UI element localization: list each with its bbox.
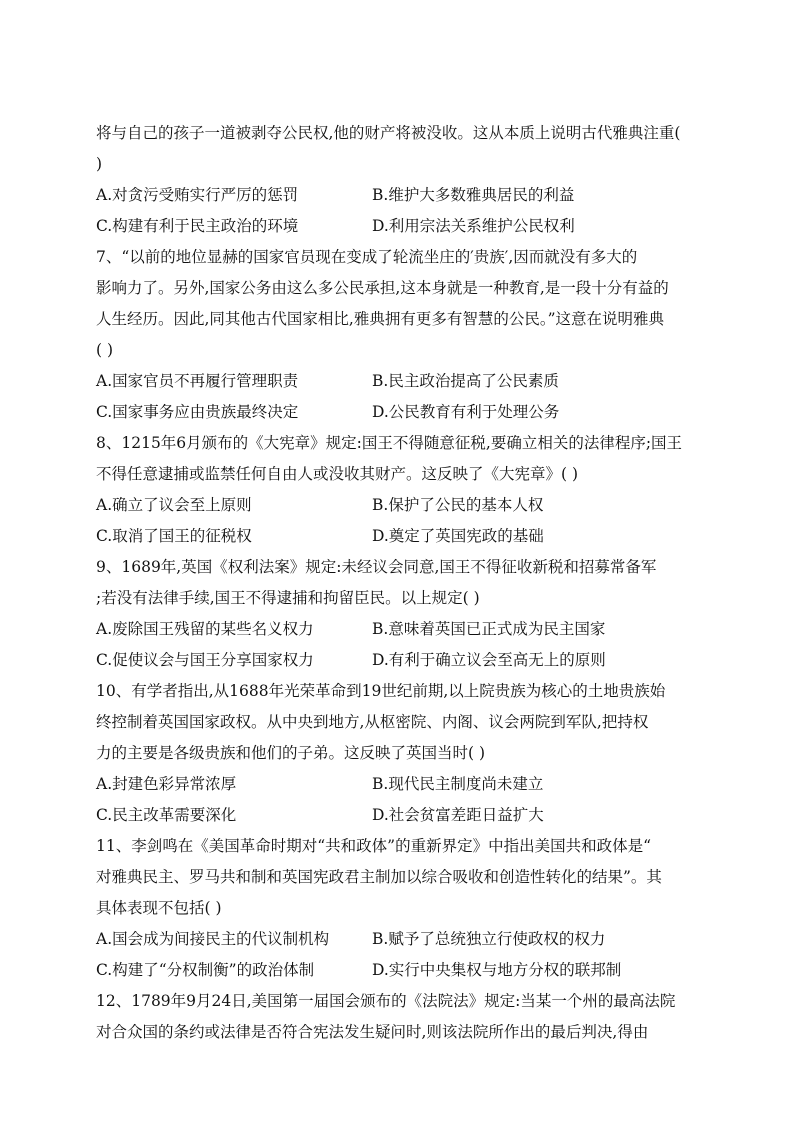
option-row — [96, 521, 701, 552]
answer-option[interactable]: A.废除国王残留的某些名义权力 — [96, 620, 314, 638]
option-row — [96, 769, 701, 800]
question-text-line: 影响力了。另外,国家公务由这么多公民承担,这本身就是一种教育,是一段十分有益的 — [96, 279, 669, 297]
question-text-line: 人生经历。因此,同其他古代国家相比,雅典拥有更多有智慧的公民。”这意在说明雅典 — [96, 310, 665, 328]
question-text-line: 终控制着英国国家政权。从中央到地方,从枢密院、内阁、议会两院到军队,把持权 — [96, 713, 649, 731]
option-row — [96, 180, 701, 211]
question-text-line: 对合众国的条约或法律是否符合宪法发生疑问时,则该法院所作出的最后判决,得由 — [96, 1023, 649, 1041]
answer-option[interactable]: B.意味着英国已正式成为民主国家 — [372, 620, 606, 638]
option-row — [96, 614, 701, 645]
answer-option[interactable]: C.构建了“分权制衡”的政治体制 — [96, 961, 315, 979]
answer-option[interactable]: B.维护大多数雅典居民的利益 — [372, 186, 575, 204]
question-text-line: 对雅典民主、罗马共和制和英国宪政君主制加以综合吸收和创造性转化的结果”。其 — [96, 868, 662, 886]
option-row — [96, 211, 701, 242]
option-row — [96, 490, 701, 521]
question-text-line: 将与自己的孩子一道被剥夺公民权,他的财产将被没收。这从本质上说明古代雅典注重( — [96, 124, 681, 142]
answer-option[interactable]: D.利用宗法关系维护公民权利 — [372, 217, 575, 235]
answer-option[interactable]: A.对贪污受贿实行严厉的惩罚 — [96, 186, 299, 204]
question-text-line: 11、李剑鸣在《美国革命时期对“共和政体”的重新界定》中指出美国共和政体是“ — [96, 837, 651, 855]
question-text-line: ( ) — [96, 341, 114, 359]
answer-option[interactable]: C.取消了国王的征税权 — [96, 527, 252, 545]
answer-option[interactable]: A.国会成为间接民主的代议制机构 — [96, 930, 330, 948]
answer-option[interactable]: B.保护了公民的基本人权 — [372, 496, 544, 514]
question-text-line: 12、1789年9月24日,美国第一届国会颁布的《法院法》规定:当某一个州的最高法院 — [96, 992, 676, 1010]
option-row — [96, 924, 701, 955]
option-row — [96, 955, 701, 986]
option-row — [96, 366, 701, 397]
answer-option[interactable]: B.赋予了总统独立行使政权的权力 — [372, 930, 606, 948]
answer-option[interactable]: A.国家官员不再履行管理职责 — [96, 372, 299, 390]
question-text-line: 8、1215年6月颁布的《大宪章》规定:国王不得随意征税,要确立相关的法律程序;国王 — [96, 434, 683, 452]
option-row — [96, 397, 701, 428]
answer-option[interactable]: D.实行中央集权与地方分权的联邦制 — [372, 961, 622, 979]
answer-option[interactable]: D.社会贫富差距日益扩大 — [372, 806, 544, 824]
question-text-line: 9、1689年,英国《权利法案》规定:未经议会同意,国王不得征收新税和招募常备军 — [96, 558, 657, 576]
answer-option[interactable]: C.民主改革需要深化 — [96, 806, 237, 824]
question-text-line: ) — [96, 155, 103, 173]
question-text-line: ;若没有法律手续,国王不得逮捕和拘留臣民。以上规定( ) — [96, 589, 480, 607]
option-row — [96, 645, 701, 676]
answer-option[interactable]: C.构建有利于民主政治的环境 — [96, 217, 299, 235]
question-text-line: 力的主要是各级贵族和他们的子弟。这反映了英国当时( ) — [96, 744, 486, 762]
answer-option[interactable]: D.有利于确立议会至高无上的原则 — [372, 651, 606, 669]
answer-option[interactable]: C.促使议会与国王分享国家权力 — [96, 651, 314, 669]
answer-option[interactable]: C.国家事务应由贵族最终决定 — [96, 403, 299, 421]
answer-option[interactable]: A.确立了议会至上原则 — [96, 496, 252, 514]
answer-option[interactable]: D.奠定了英国宪政的基础 — [372, 527, 544, 545]
question-text-line: 10、有学者指出,从1688年光荣革命到19世纪前期,以上院贵族为核心的土地贵族始 — [96, 682, 666, 700]
exam-page — [96, 118, 701, 1048]
answer-option[interactable]: A.封建色彩异常浓厚 — [96, 775, 237, 793]
option-row — [96, 800, 701, 831]
answer-option[interactable]: B.现代民主制度尚未建立 — [372, 775, 544, 793]
question-text-line: 7、“以前的地位显赫的国家官员现在变成了轮流坐庄的′贵族′,因而就没有多大的 — [96, 248, 638, 266]
answer-option[interactable]: D.公民教育有利于处理公务 — [372, 403, 560, 421]
answer-option[interactable]: B.民主政治提高了公民素质 — [372, 372, 559, 390]
question-text-line: 不得任意逮捕或监禁任何自由人或没收其财产。这反映了《大宪章》( ) — [96, 465, 579, 483]
question-text-line: 具体表现不包括( ) — [96, 899, 222, 917]
